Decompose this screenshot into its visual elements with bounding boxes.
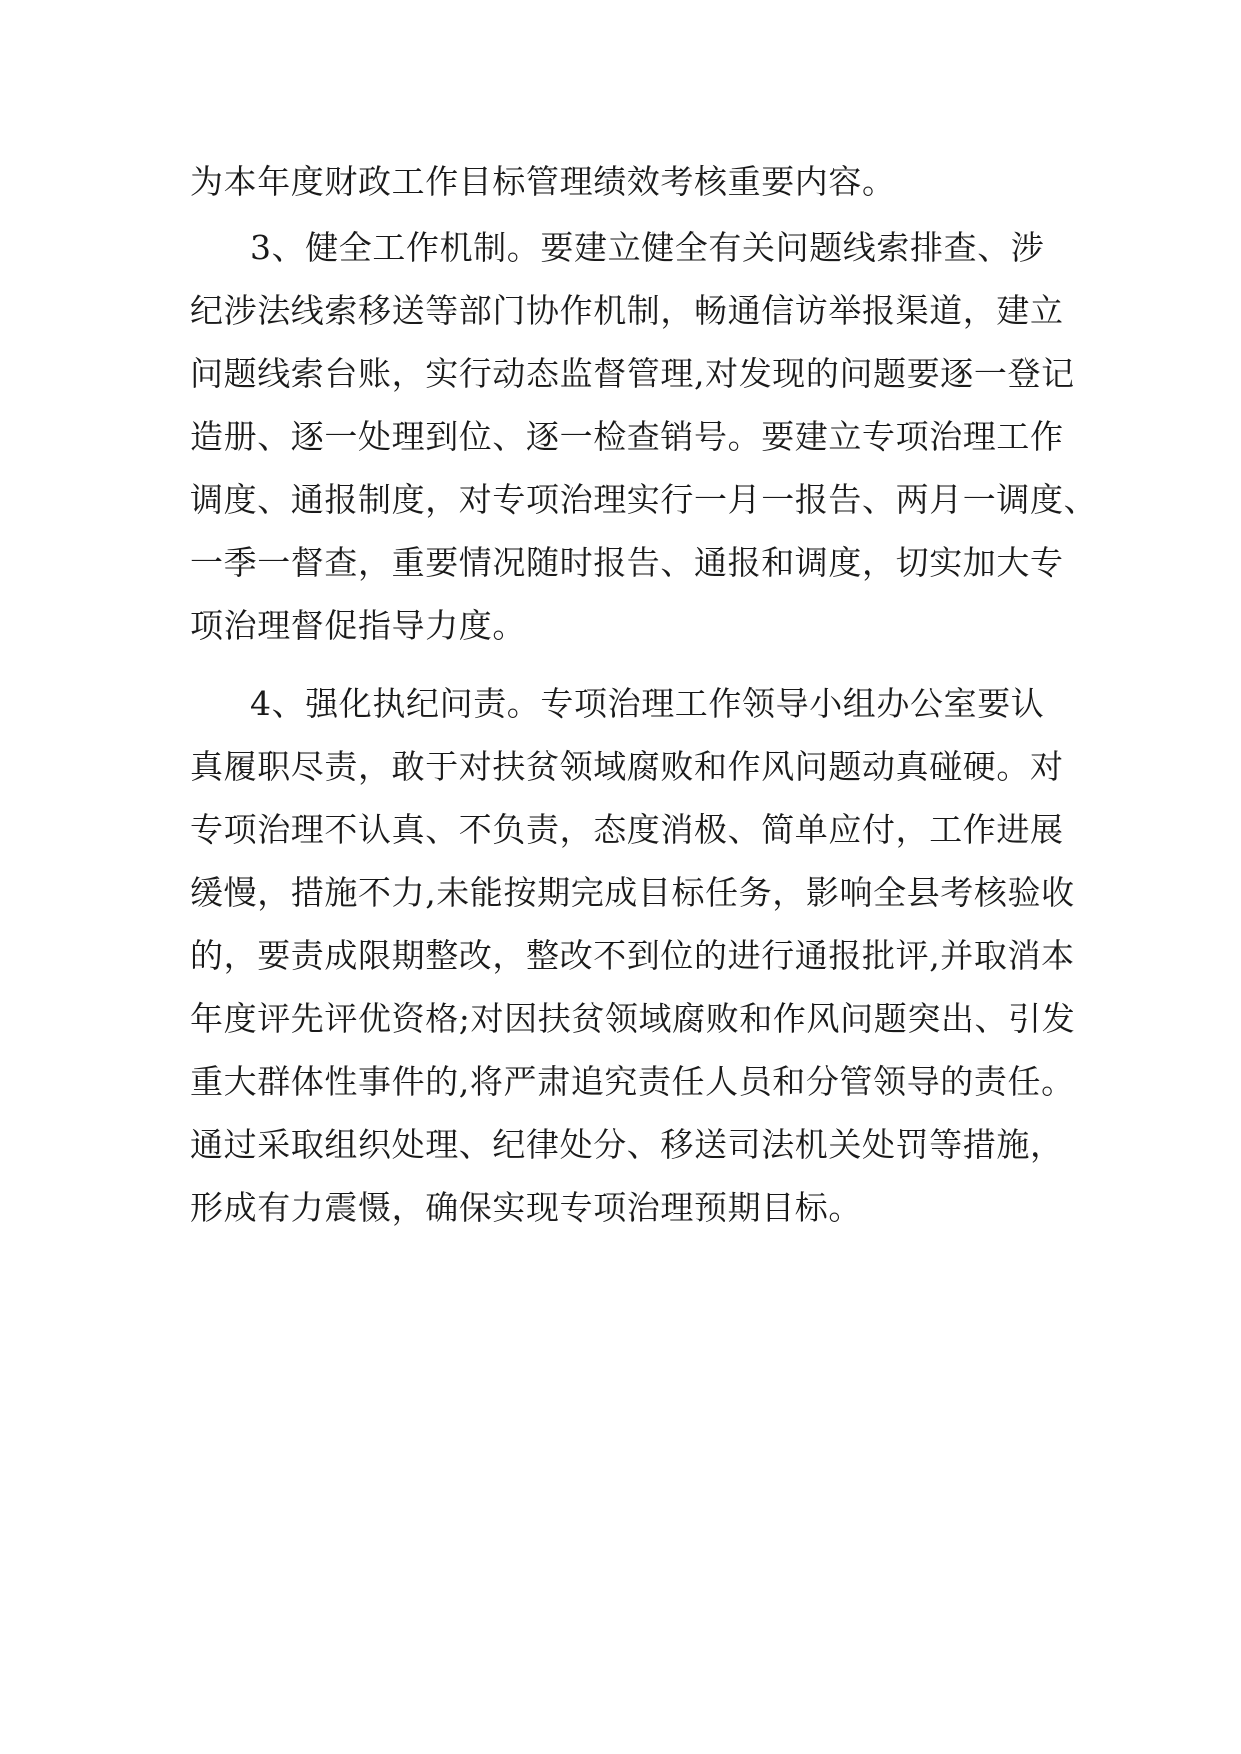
section-heading-line: 4、强化执纪问责。专项治理工作领导小组办公室要认 [250,684,1045,723]
text-line: 形成有力震慑，确保实现专项治理预期目标。 [190,1188,862,1227]
text-line: 真履职尽责，敢于对扶贫领域腐败和作风问题动真碰硬。对 [190,747,1064,786]
text-line: 专项治理不认真、不负责，态度消极、简单应付，工作进展 [190,810,1064,849]
paragraph-section-4 [190,672,1076,1239]
text-line: 年度评先评优资格;对因扶贫领域腐败和作风问题突出、引发 [190,999,1076,1038]
paragraph-continuation [190,150,1070,213]
text-line: 项治理督促指导力度。 [190,606,526,645]
text-line: 为本年度财政工作目标管理绩效考核重要内容。 [190,162,896,201]
text-line: 调度、通报制度，对专项治理实行一月一报告、两月一调度、 [190,480,1098,519]
text-line: 的，要责成限期整改，整改不到位的进行通报批评,并取消本 [190,936,1075,975]
text-line: 重大群体性事件的,将严肃追究责任人员和分管领导的责任。 [190,1062,1075,1101]
text-line: 问题线索台账，实行动态监督管理,对发现的问题要逐一登记 [190,354,1075,393]
text-line: 通过采取组织处理、纪律处分、移送司法机关处罚等措施， [190,1125,1064,1164]
text-line: 缓慢，措施不力,未能按期完成目标任务，影响全县考核验收 [190,873,1075,912]
section-heading-line: 3、健全工作机制。要建立健全有关问题线索排查、涉 [250,228,1045,267]
text-line: 造册、逐一处理到位、逐一检查销号。要建立专项治理工作 [190,417,1064,456]
paragraph-section-3 [190,216,1098,657]
text-line: 纪涉法线索移送等部门协作机制，畅通信访举报渠道，建立 [190,291,1064,330]
text-line: 一季一督查，重要情况随时报告、通报和调度，切实加大专 [190,543,1064,582]
